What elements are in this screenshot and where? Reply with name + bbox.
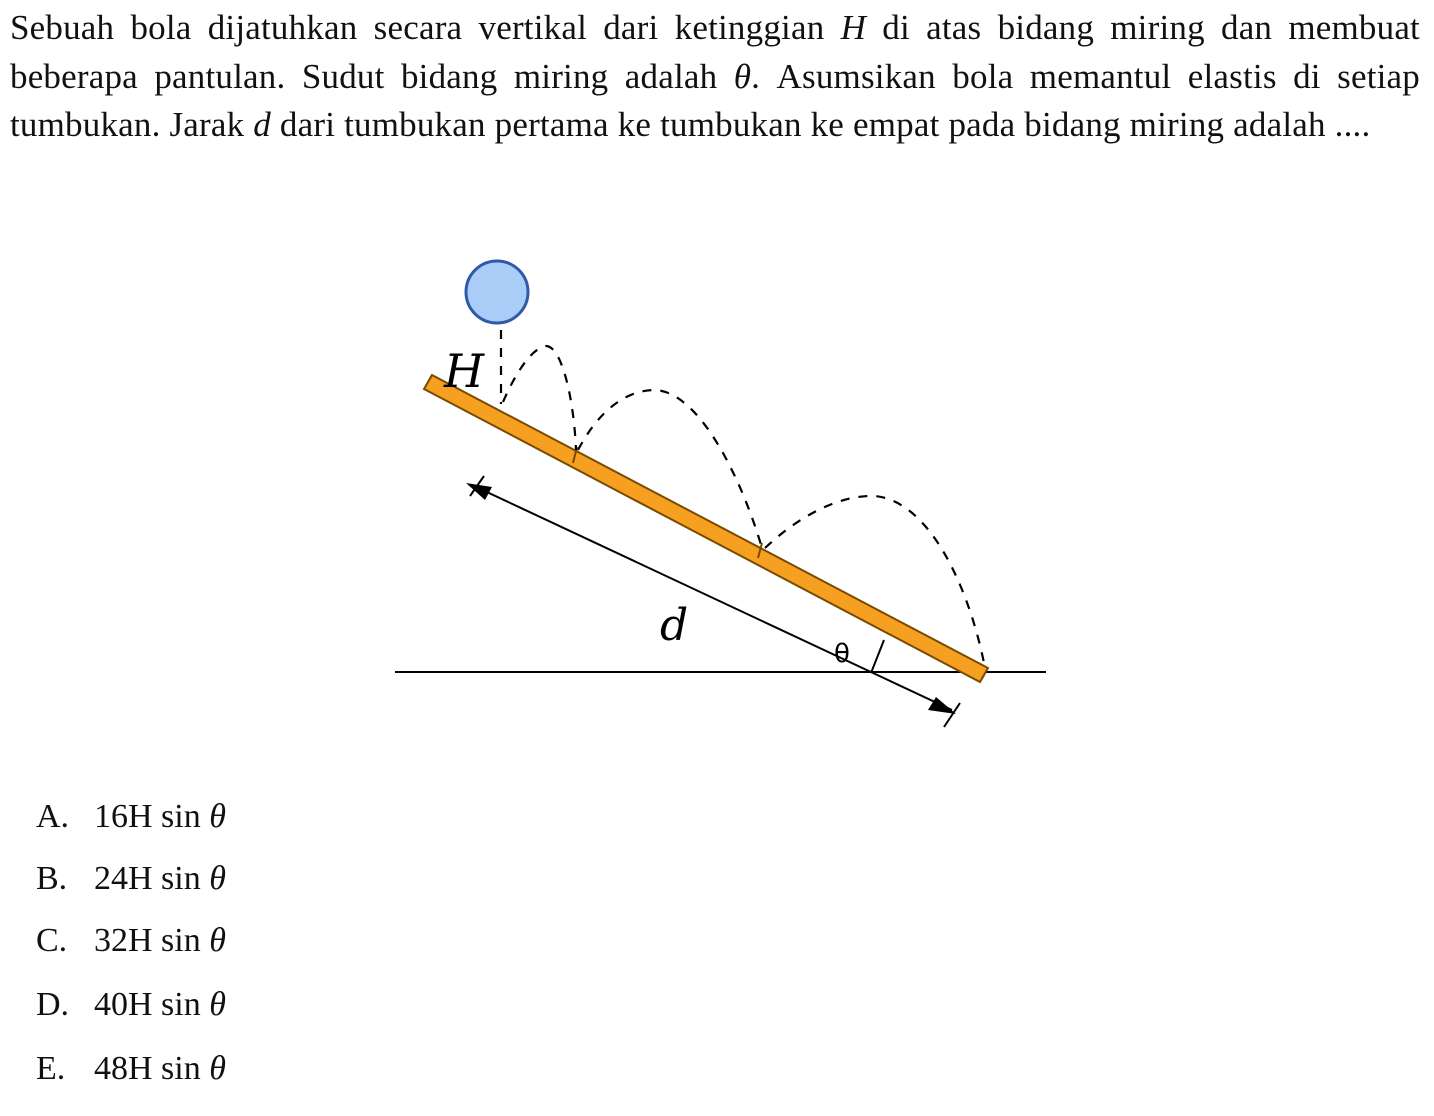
distance-arrow xyxy=(474,486,952,710)
option-letter: B. xyxy=(36,860,68,897)
question-var-theta: θ xyxy=(733,56,752,96)
question-seg1: Sebuah bola dijatuhkan secara vertikal dari ketinggian xyxy=(10,8,841,47)
option-theta: θ xyxy=(209,860,226,897)
option-theta: θ xyxy=(209,986,226,1023)
option-value: 24H sin xyxy=(94,860,210,897)
distance-arrowhead-end xyxy=(928,697,956,714)
option-letter: E. xyxy=(36,1050,66,1087)
option-value: 40H sin xyxy=(94,986,210,1023)
question-seg2: di atas bidang miring dan membuat beberapa pantulan. Sudut bidang miring adalah xyxy=(10,8,1420,96)
angle-marker xyxy=(871,640,884,673)
option-theta: θ xyxy=(209,922,226,959)
option-letter: A. xyxy=(36,798,70,835)
question-var-d: d xyxy=(253,105,271,144)
option-value: 16H sin xyxy=(94,798,210,835)
option-c[interactable] xyxy=(36,920,226,962)
question-seg3: . Asumsikan bola memantul elastis di setiap tumbukan. Jarak xyxy=(10,56,1420,144)
question-seg4: dari tumbukan pertama ke tumbukan ke empat pada bidang miring adalah .... xyxy=(270,105,1371,144)
incline-plank xyxy=(424,375,988,682)
option-letter: C. xyxy=(36,922,68,959)
option-value: 48H sin xyxy=(94,1050,210,1087)
option-e[interactable] xyxy=(36,1048,226,1090)
option-theta: θ xyxy=(209,1050,226,1087)
ball xyxy=(466,261,528,323)
label-d: d xyxy=(660,600,689,651)
question-var-h: H xyxy=(840,8,867,47)
option-theta: θ xyxy=(209,798,226,835)
option-letter: D. xyxy=(36,986,70,1023)
option-value: 32H sin xyxy=(94,922,210,959)
label-theta: θ xyxy=(834,639,850,669)
distance-arrowhead-start xyxy=(466,483,492,500)
option-d[interactable] xyxy=(36,984,226,1026)
option-b[interactable] xyxy=(36,858,226,900)
label-h: H xyxy=(444,344,485,398)
option-a[interactable] xyxy=(36,796,226,838)
